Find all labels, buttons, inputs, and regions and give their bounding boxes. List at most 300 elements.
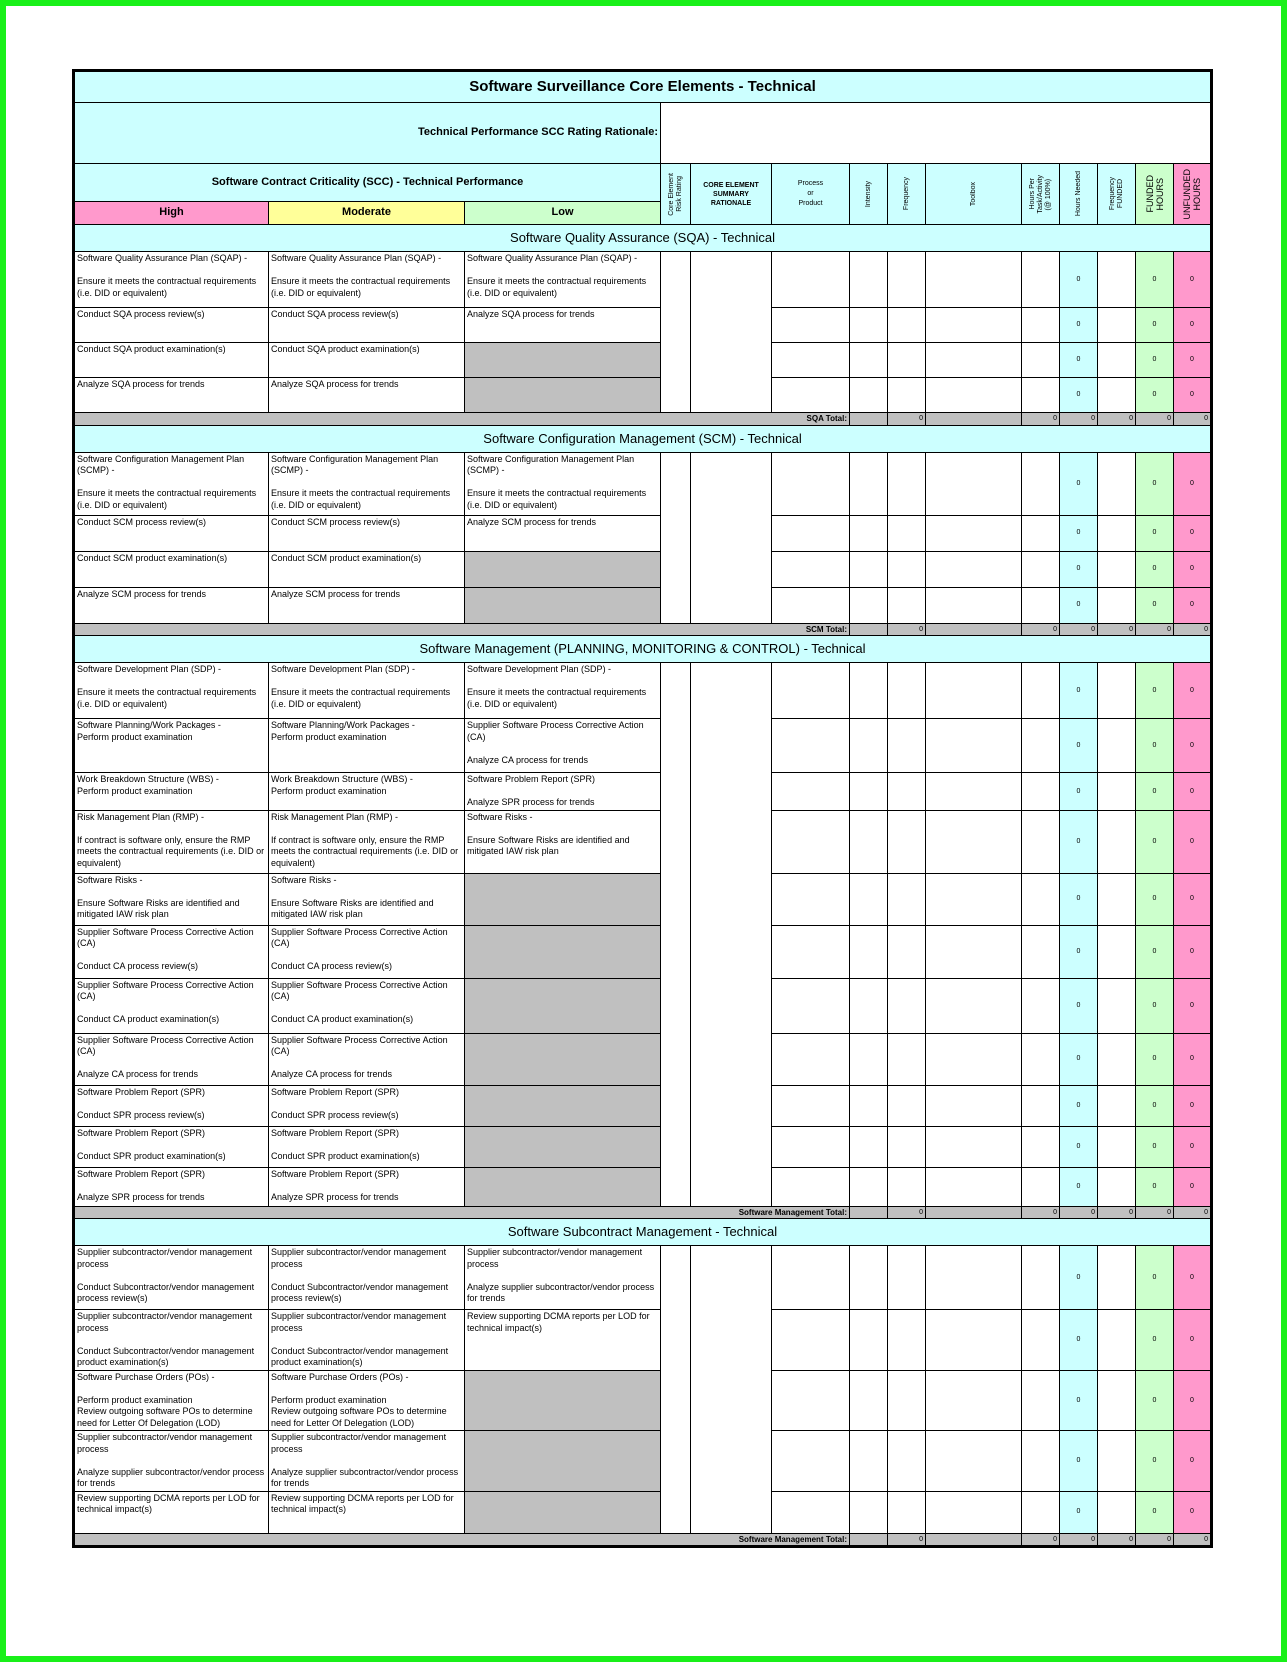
cell-unfunded-hours: 0: [1174, 925, 1212, 978]
cell-intensity[interactable]: [850, 1370, 888, 1431]
cell-funded-hours: 0: [1136, 1431, 1174, 1492]
cell-toolbox[interactable]: [926, 378, 1022, 413]
cell-funded-hours: 0: [1136, 551, 1174, 587]
cell-frequency-funded[interactable]: [1098, 1431, 1136, 1492]
cell-moderate: Software Problem Report (SPR) Conduct SPR process review(s): [269, 1085, 465, 1126]
cell-funded-hours: 0: [1136, 452, 1174, 515]
total-toolbox: [926, 1206, 1022, 1219]
cell-intensity[interactable]: [850, 252, 888, 308]
cell-moderate: Review supporting DCMA reports per LOD for technical impact(s): [269, 1491, 465, 1533]
cell-intensity[interactable]: [850, 452, 888, 515]
section-title: Software Management (PLANNING, MONITORING & CONTROL) - Technical: [74, 636, 1212, 663]
cell-intensity[interactable]: [850, 1310, 888, 1371]
total-toolbox: [926, 623, 1022, 636]
total-unfunded: 0: [1174, 623, 1212, 636]
cell-high: Software Risks - Ensure Software Risks are identified and mitigated IAW risk plan: [74, 873, 269, 925]
cell-frequency[interactable]: [888, 1085, 926, 1126]
cell-unfunded-hours: 0: [1174, 452, 1212, 515]
cell-hours-per[interactable]: [1022, 1431, 1060, 1492]
cell-frequency-funded[interactable]: [1098, 308, 1136, 343]
cell-funded-hours: 0: [1136, 1491, 1174, 1533]
cell-toolbox[interactable]: [926, 1246, 1022, 1310]
cell-hours-per[interactable]: [1022, 551, 1060, 587]
cell-frequency[interactable]: [888, 773, 926, 811]
cell-unfunded-hours: 0: [1174, 1126, 1212, 1167]
table-row: [74, 1310, 1212, 1371]
cell-frequency[interactable]: [888, 663, 926, 719]
cell-intensity[interactable]: [850, 719, 888, 773]
cell-intensity[interactable]: [850, 378, 888, 413]
cell-frequency-funded[interactable]: [1098, 587, 1136, 623]
total-frequency: 0: [888, 413, 926, 426]
cell-unfunded-hours: 0: [1174, 978, 1212, 1033]
col-frequency: Frequency: [888, 164, 926, 225]
cell-summary-rationale[interactable]: [691, 452, 772, 623]
cell-moderate: Software Problem Report (SPR) Analyze SPR process for trends: [269, 1167, 465, 1206]
cell-frequency-funded[interactable]: [1098, 719, 1136, 773]
cell-intensity[interactable]: [850, 1246, 888, 1310]
cell-low: Analyze SQA process for trends: [465, 308, 661, 343]
cell-toolbox[interactable]: [926, 452, 1022, 515]
cell-intensity[interactable]: [850, 515, 888, 551]
cell-hours-per[interactable]: [1022, 873, 1060, 925]
cell-hours-per[interactable]: [1022, 663, 1060, 719]
cell-hours-needed: 0: [1060, 1431, 1098, 1492]
cell-hours-needed: 0: [1060, 810, 1098, 873]
cell-hours-per[interactable]: [1022, 1310, 1060, 1371]
table-row: [74, 1085, 1212, 1126]
cell-frequency[interactable]: [888, 1167, 926, 1206]
cell-frequency-funded[interactable]: [1098, 810, 1136, 873]
cell-frequency[interactable]: [888, 1310, 926, 1371]
cell-hours-per[interactable]: [1022, 515, 1060, 551]
cell-risk-rating[interactable]: [661, 452, 691, 623]
total-funded: 0: [1136, 413, 1174, 426]
cell-process[interactable]: [772, 719, 850, 773]
cell-unfunded-hours: 0: [1174, 1167, 1212, 1206]
table-row: [74, 1033, 1212, 1085]
cell-hours-per[interactable]: [1022, 1085, 1060, 1126]
cell-frequency-funded[interactable]: [1098, 343, 1136, 378]
table-row: [74, 515, 1212, 551]
cell-frequency-funded[interactable]: [1098, 773, 1136, 811]
cell-moderate: Supplier Software Process Corrective Action (CA) Analyze CA process for trends: [269, 1033, 465, 1085]
cell-frequency[interactable]: [888, 719, 926, 773]
cell-low: Supplier subcontractor/vendor management process Analyze supplier subcontractor/vendor process for trends: [465, 1246, 661, 1310]
cell-low: Analyze SCM process for trends: [465, 515, 661, 551]
cell-toolbox[interactable]: [926, 308, 1022, 343]
rationale-label: Technical Performance SCC Rating Rationale:: [74, 103, 661, 164]
cell-hours-per[interactable]: [1022, 452, 1060, 515]
cell-high: Software Problem Report (SPR) Analyze SPR process for trends: [74, 1167, 269, 1206]
cell-hours-per[interactable]: [1022, 810, 1060, 873]
table-row: [74, 978, 1212, 1033]
cell-hours-per[interactable]: [1022, 1246, 1060, 1310]
section-total-label: Software Management Total:: [74, 1206, 850, 1219]
total-frequency: 0: [888, 623, 926, 636]
cell-low: [465, 378, 661, 413]
cell-frequency-funded[interactable]: [1098, 1033, 1136, 1085]
cell-intensity[interactable]: [850, 873, 888, 925]
cell-frequency-funded[interactable]: [1098, 1491, 1136, 1533]
cell-hours-needed: 0: [1060, 978, 1098, 1033]
table-row: [74, 252, 1212, 308]
scc-title: Software Contract Criticality (SCC) - Technical Performance: [74, 164, 661, 202]
cell-moderate: Conduct SQA process review(s): [269, 308, 465, 343]
cell-intensity[interactable]: [850, 925, 888, 978]
cell-hours-needed: 0: [1060, 587, 1098, 623]
cell-frequency[interactable]: [888, 1246, 926, 1310]
cell-intensity[interactable]: [850, 1033, 888, 1085]
cell-summary-rationale[interactable]: [691, 663, 772, 1207]
cell-toolbox[interactable]: [926, 1167, 1022, 1206]
cell-hours-per[interactable]: [1022, 925, 1060, 978]
cell-risk-rating[interactable]: [661, 1246, 691, 1534]
cell-process[interactable]: [772, 252, 850, 308]
cell-high: Software Configuration Management Plan (SCMP) - Ensure it meets the contractual requirements (i.e. DID or equivalent): [74, 452, 269, 515]
cell-process[interactable]: [772, 1431, 850, 1492]
cell-unfunded-hours: 0: [1174, 1431, 1212, 1492]
cell-frequency-funded[interactable]: [1098, 1246, 1136, 1310]
table-row: [74, 873, 1212, 925]
cell-unfunded-hours: 0: [1174, 343, 1212, 378]
cell-hours-per[interactable]: [1022, 378, 1060, 413]
table-row: [74, 587, 1212, 623]
cell-funded-hours: 0: [1136, 1085, 1174, 1126]
cell-high: Conduct SCM process review(s): [74, 515, 269, 551]
cell-toolbox[interactable]: [926, 873, 1022, 925]
cell-funded-hours: 0: [1136, 663, 1174, 719]
cell-process[interactable]: [772, 925, 850, 978]
cell-process[interactable]: [772, 1126, 850, 1167]
cell-process[interactable]: [772, 378, 850, 413]
cell-frequency[interactable]: [888, 925, 926, 978]
cell-risk-rating[interactable]: [661, 663, 691, 1207]
total-intensity: [850, 623, 888, 636]
cell-low: Software Risks - Ensure Software Risks are identified and mitigated IAW risk plan: [465, 810, 661, 873]
cell-low: Software Quality Assurance Plan (SQAP) - Ensure it meets the contractual requirements (i.e. DID or equivalent): [465, 252, 661, 308]
cell-funded-hours: 0: [1136, 378, 1174, 413]
cell-toolbox[interactable]: [926, 551, 1022, 587]
cell-frequency[interactable]: [888, 343, 926, 378]
cell-process[interactable]: [772, 663, 850, 719]
cell-hours-needed: 0: [1060, 252, 1098, 308]
cell-hours-per[interactable]: [1022, 1491, 1060, 1533]
cell-toolbox[interactable]: [926, 1370, 1022, 1431]
cell-unfunded-hours: 0: [1174, 515, 1212, 551]
col-toolbox: Toolbox: [926, 164, 1022, 225]
table-row: [74, 663, 1212, 719]
cell-hours-needed: 0: [1060, 452, 1098, 515]
cell-process[interactable]: [772, 978, 850, 1033]
rationale-input[interactable]: [661, 103, 1212, 164]
cell-hours-needed: 0: [1060, 1370, 1098, 1431]
cell-frequency-funded[interactable]: [1098, 1126, 1136, 1167]
cell-frequency[interactable]: [888, 587, 926, 623]
section-title: Software Quality Assurance (SQA) - Technical: [74, 225, 1212, 252]
cell-intensity[interactable]: [850, 551, 888, 587]
total-hours-needed: 0: [1060, 1206, 1098, 1219]
cell-funded-hours: 0: [1136, 252, 1174, 308]
cell-process[interactable]: [772, 1167, 850, 1206]
cell-toolbox[interactable]: [926, 773, 1022, 811]
cell-frequency-funded[interactable]: [1098, 551, 1136, 587]
cell-frequency[interactable]: [888, 873, 926, 925]
cell-funded-hours: 0: [1136, 773, 1174, 811]
page-title: Software Surveillance Core Elements - Technical: [74, 71, 1212, 103]
cell-toolbox[interactable]: [926, 252, 1022, 308]
cell-process[interactable]: [772, 1310, 850, 1371]
table-row: [74, 551, 1212, 587]
cell-funded-hours: 0: [1136, 978, 1174, 1033]
cell-high: Supplier subcontractor/vendor management process Analyze supplier subcontractor/vendor process for trends: [74, 1431, 269, 1492]
cell-frequency-funded[interactable]: [1098, 1310, 1136, 1371]
cell-intensity[interactable]: [850, 1167, 888, 1206]
cell-funded-hours: 0: [1136, 925, 1174, 978]
table-row: [74, 1491, 1212, 1533]
cell-moderate: Analyze SQA process for trends: [269, 378, 465, 413]
cell-unfunded-hours: 0: [1174, 1246, 1212, 1310]
cell-frequency-funded[interactable]: [1098, 1167, 1136, 1206]
col-unfunded-hours: UNFUNDED HOURS: [1174, 164, 1212, 225]
cell-unfunded-hours: 0: [1174, 719, 1212, 773]
cell-frequency-funded[interactable]: [1098, 873, 1136, 925]
total-intensity: [850, 1533, 888, 1547]
cell-hours-per[interactable]: [1022, 978, 1060, 1033]
cell-hours-per[interactable]: [1022, 343, 1060, 378]
cell-frequency[interactable]: [888, 978, 926, 1033]
cell-funded-hours: 0: [1136, 1370, 1174, 1431]
col-intensity: Intensity: [850, 164, 888, 225]
cell-hours-needed: 0: [1060, 773, 1098, 811]
cell-moderate: Supplier Software Process Corrective Action (CA) Conduct CA product examination(s): [269, 978, 465, 1033]
cell-toolbox[interactable]: [926, 1310, 1022, 1371]
cell-hours-per[interactable]: [1022, 1167, 1060, 1206]
cell-frequency-funded[interactable]: [1098, 1085, 1136, 1126]
cell-high: Risk Management Plan (RMP) - If contract is software only, ensure the RMP meets the contractual requirements (i.e. DID or equivalent): [74, 810, 269, 873]
cell-frequency[interactable]: [888, 378, 926, 413]
cell-frequency-funded[interactable]: [1098, 978, 1136, 1033]
section-total-label: SQA Total:: [74, 413, 850, 426]
cell-moderate: Supplier Software Process Corrective Action (CA) Conduct CA process review(s): [269, 925, 465, 978]
cell-hours-per[interactable]: [1022, 252, 1060, 308]
total-hours-needed: 0: [1060, 623, 1098, 636]
cell-unfunded-hours: 0: [1174, 1310, 1212, 1371]
cell-low: [465, 1370, 661, 1431]
table-row: [74, 1431, 1212, 1492]
cell-high: Software Development Plan (SDP) - Ensure it meets the contractual requirements (i.e. DID or equivalent): [74, 663, 269, 719]
cell-hours-needed: 0: [1060, 1310, 1098, 1371]
cell-process[interactable]: [772, 515, 850, 551]
cell-frequency-funded[interactable]: [1098, 378, 1136, 413]
table-row: [74, 1167, 1212, 1206]
cell-moderate: Analyze SCM process for trends: [269, 587, 465, 623]
cell-intensity[interactable]: [850, 773, 888, 811]
cell-frequency-funded[interactable]: [1098, 452, 1136, 515]
cell-process[interactable]: [772, 551, 850, 587]
cell-frequency[interactable]: [888, 308, 926, 343]
cell-frequency[interactable]: [888, 551, 926, 587]
cell-frequency[interactable]: [888, 1370, 926, 1431]
total-frequency: 0: [888, 1533, 926, 1547]
cell-process[interactable]: [772, 1370, 850, 1431]
cell-toolbox[interactable]: [926, 663, 1022, 719]
total-toolbox: [926, 413, 1022, 426]
cell-toolbox[interactable]: [926, 810, 1022, 873]
cell-frequency-funded[interactable]: [1098, 663, 1136, 719]
table-row: [74, 343, 1212, 378]
table-row: [74, 452, 1212, 515]
cell-intensity[interactable]: [850, 978, 888, 1033]
cell-intensity[interactable]: [850, 663, 888, 719]
cell-intensity[interactable]: [850, 1491, 888, 1533]
table-row: [74, 308, 1212, 343]
cell-toolbox[interactable]: [926, 587, 1022, 623]
cell-low: [465, 925, 661, 978]
cell-funded-hours: 0: [1136, 587, 1174, 623]
cell-moderate: Software Development Plan (SDP) - Ensure it meets the contractual requirements (i.e. DID or equivalent): [269, 663, 465, 719]
cell-toolbox[interactable]: [926, 978, 1022, 1033]
cell-toolbox[interactable]: [926, 515, 1022, 551]
cell-frequency-funded[interactable]: [1098, 252, 1136, 308]
cell-funded-hours: 0: [1136, 810, 1174, 873]
cell-frequency-funded[interactable]: [1098, 925, 1136, 978]
cell-low: Software Development Plan (SDP) - Ensure it meets the contractual requirements (i.e. DID or equivalent): [465, 663, 661, 719]
cell-toolbox[interactable]: [926, 1431, 1022, 1492]
cell-process[interactable]: [772, 452, 850, 515]
cell-hours-needed: 0: [1060, 1126, 1098, 1167]
cell-low: [465, 978, 661, 1033]
cell-hours-per[interactable]: [1022, 1370, 1060, 1431]
cell-frequency[interactable]: [888, 1126, 926, 1167]
cell-process[interactable]: [772, 773, 850, 811]
cell-hours-needed: 0: [1060, 1246, 1098, 1310]
total-intensity: [850, 1206, 888, 1219]
cell-toolbox[interactable]: [926, 1491, 1022, 1533]
cell-hours-needed: 0: [1060, 515, 1098, 551]
cell-toolbox[interactable]: [926, 1033, 1022, 1085]
cell-hours-needed: 0: [1060, 551, 1098, 587]
cell-moderate: Supplier subcontractor/vendor management process Conduct Subcontractor/vendor management process review(s): [269, 1246, 465, 1310]
cell-summary-rationale[interactable]: [691, 252, 772, 413]
cell-frequency[interactable]: [888, 810, 926, 873]
cell-funded-hours: 0: [1136, 1033, 1174, 1085]
cell-process[interactable]: [772, 308, 850, 343]
cell-intensity[interactable]: [850, 587, 888, 623]
cell-hours-per[interactable]: [1022, 1033, 1060, 1085]
cell-unfunded-hours: 0: [1174, 773, 1212, 811]
cell-frequency[interactable]: [888, 1491, 926, 1533]
cell-process[interactable]: [772, 1085, 850, 1126]
col-hours-needed: Hours Needed: [1060, 164, 1098, 225]
total-hours-per: 0: [1022, 413, 1060, 426]
total-hours-needed: 0: [1060, 413, 1098, 426]
cell-unfunded-hours: 0: [1174, 1491, 1212, 1533]
cell-process[interactable]: [772, 1033, 850, 1085]
cell-funded-hours: 0: [1136, 343, 1174, 378]
cell-frequency[interactable]: [888, 515, 926, 551]
cell-toolbox[interactable]: [926, 343, 1022, 378]
cell-toolbox[interactable]: [926, 719, 1022, 773]
section-total-row: [74, 1533, 1212, 1547]
total-hours-needed: 0: [1060, 1533, 1098, 1547]
cell-process[interactable]: [772, 810, 850, 873]
cell-intensity[interactable]: [850, 308, 888, 343]
col-funded-hours: FUNDED HOURS: [1136, 164, 1174, 225]
cell-low: Software Configuration Management Plan (SCMP) - Ensure it meets the contractual requirements (i.e. DID or equivalent): [465, 452, 661, 515]
cell-hours-per[interactable]: [1022, 587, 1060, 623]
cell-summary-rationale[interactable]: [691, 1246, 772, 1534]
cell-intensity[interactable]: [850, 343, 888, 378]
cell-process[interactable]: [772, 343, 850, 378]
total-hours-per: 0: [1022, 623, 1060, 636]
cell-funded-hours: 0: [1136, 1126, 1174, 1167]
cell-moderate: Software Planning/Work Packages - Perform product examination: [269, 719, 465, 773]
cell-hours-per[interactable]: [1022, 1126, 1060, 1167]
cell-process[interactable]: [772, 587, 850, 623]
cell-hours-per[interactable]: [1022, 773, 1060, 811]
cell-toolbox[interactable]: [926, 1126, 1022, 1167]
cell-frequency[interactable]: [888, 1033, 926, 1085]
total-hours-per: 0: [1022, 1206, 1060, 1219]
cell-frequency[interactable]: [888, 252, 926, 308]
cell-hours-needed: 0: [1060, 925, 1098, 978]
cell-toolbox[interactable]: [926, 1085, 1022, 1126]
cell-process[interactable]: [772, 873, 850, 925]
cell-unfunded-hours: 0: [1174, 873, 1212, 925]
cell-high: Conduct SQA process review(s): [74, 308, 269, 343]
cell-frequency[interactable]: [888, 452, 926, 515]
col-process-product: Process or Product: [772, 164, 850, 225]
cell-frequency-funded[interactable]: [1098, 1370, 1136, 1431]
section-total-label: SCM Total:: [74, 623, 850, 636]
cell-risk-rating[interactable]: [661, 252, 691, 413]
cell-high: Conduct SCM product examination(s): [74, 551, 269, 587]
cell-moderate: Conduct SCM process review(s): [269, 515, 465, 551]
cell-process[interactable]: [772, 1246, 850, 1310]
cell-intensity[interactable]: [850, 1126, 888, 1167]
table-row: [74, 719, 1212, 773]
cell-moderate: Software Quality Assurance Plan (SQAP) - Ensure it meets the contractual requirements (i.e. DID or equivalent): [269, 252, 465, 308]
cell-high: Supplier subcontractor/vendor management process Conduct Subcontractor/vendor management product examination(s): [74, 1310, 269, 1371]
cell-high: Supplier Software Process Corrective Action (CA) Analyze CA process for trends: [74, 1033, 269, 1085]
cell-moderate: Supplier subcontractor/vendor management process Conduct Subcontractor/vendor management product examination(s): [269, 1310, 465, 1371]
cell-intensity[interactable]: [850, 1085, 888, 1126]
total-frequency: 0: [888, 1206, 926, 1219]
cell-hours-needed: 0: [1060, 1033, 1098, 1085]
cell-moderate: Work Breakdown Structure (WBS) - Perform product examination: [269, 773, 465, 811]
table-row: [74, 1370, 1212, 1431]
cell-hours-per[interactable]: [1022, 719, 1060, 773]
cell-low: [465, 1126, 661, 1167]
cell-low: [465, 551, 661, 587]
total-hours-per: 0: [1022, 1533, 1060, 1547]
cell-high: Software Planning/Work Packages - Perform product examination: [74, 719, 269, 773]
cell-moderate: Conduct SCM product examination(s): [269, 551, 465, 587]
total-frequency-funded: 0: [1098, 623, 1136, 636]
cell-low: Software Problem Report (SPR) Analyze SPR process for trends: [465, 773, 661, 811]
cell-hours-per[interactable]: [1022, 308, 1060, 343]
cell-intensity[interactable]: [850, 810, 888, 873]
cell-process[interactable]: [772, 1491, 850, 1533]
cell-frequency-funded[interactable]: [1098, 515, 1136, 551]
table-row: [74, 1246, 1212, 1310]
cell-intensity[interactable]: [850, 1431, 888, 1492]
cell-frequency[interactable]: [888, 1431, 926, 1492]
cell-toolbox[interactable]: [926, 925, 1022, 978]
cell-low: [465, 1167, 661, 1206]
total-unfunded: 0: [1174, 1206, 1212, 1219]
